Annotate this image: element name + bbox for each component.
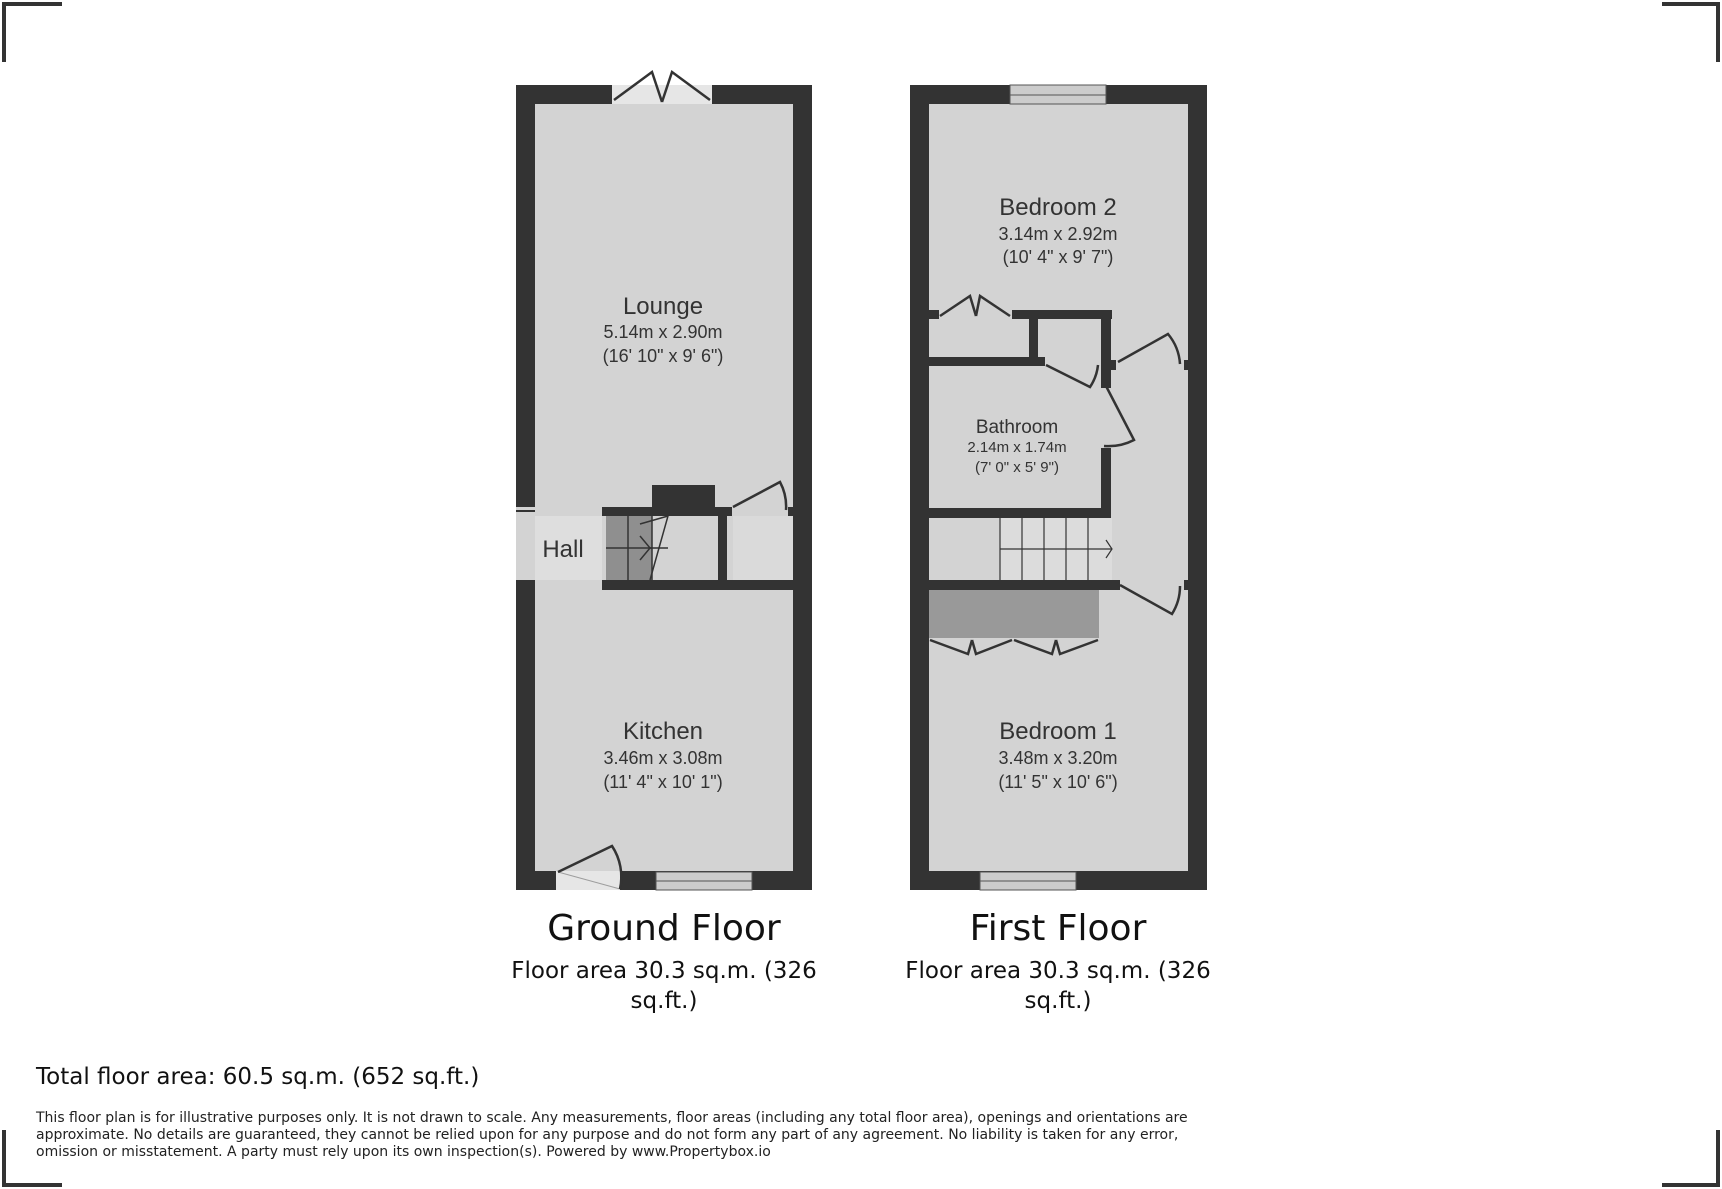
bedroom2-metric: 3.14m x 2.92m [998, 224, 1118, 244]
first-floor-area [878, 956, 1238, 1016]
kitchen-name: Kitchen [622, 718, 704, 745]
bedroom1-wardrobe [929, 590, 1099, 638]
lounge-metric: 5.14m x 2.90m [603, 322, 723, 342]
ground-floor-area-line2: sq.ft.) [630, 988, 698, 1014]
lounge-name: Lounge [622, 293, 704, 320]
kitchen-metric: 3.46m x 3.08m [603, 748, 723, 768]
total-floor-area: Total floor area: 60.5 sq.m. (652 sq.ft.) [36, 1064, 480, 1090]
hall-name: Hall [542, 536, 584, 563]
kitchen-imperial: (11' 4" x 10' 1") [603, 772, 723, 792]
bedroom1-metric: 3.48m x 3.20m [998, 748, 1118, 768]
first-floor-title: First Floor [969, 908, 1147, 949]
ground-floor-area-line1: Floor area 30.3 sq.m. (326 [511, 958, 817, 984]
lounge-imperial: (16' 10" x 9' 6") [602, 346, 724, 366]
bedroom2-name: Bedroom 2 [999, 194, 1117, 221]
ground-floor-plan [516, 72, 812, 890]
first-floor-area-line1: Floor area 30.3 sq.m. (326 [905, 958, 1211, 984]
ground-floor-area [484, 956, 844, 1016]
disclaimer-line: approximate. No details are guaranteed, they cannot be relied upon for any purpose and do not form any part of any agreement. No liability is taken for any error, [36, 1127, 1179, 1143]
disclaimer [36, 1110, 1226, 1161]
disclaimer-line: This floor plan is for illustrative purposes only. It is not drawn to scale. Any measurements, floor areas (including any total floor area), openings and orientations are [36, 1110, 1188, 1126]
ground-floor-title: Ground Floor [547, 908, 781, 949]
bathroom-name: Bathroom [975, 417, 1059, 438]
bedroom1-imperial: (11' 5" x 10' 6") [998, 772, 1118, 792]
bedroom1-name: Bedroom 1 [999, 718, 1117, 745]
first-floor-area-line2: sq.ft.) [1024, 988, 1092, 1014]
disclaimer-line: omission or misstatement. A party must rely upon its own inspection(s). Powered by www.Propertybox.io [36, 1144, 771, 1160]
bathroom-metric: 2.14m x 1.74m [967, 439, 1067, 456]
bedroom2-imperial: (10' 4" x 9' 7") [1002, 247, 1114, 267]
first-floor-plan [910, 85, 1207, 890]
crop-marks [4, 4, 1718, 1185]
bathroom-imperial: (7' 0" x 5' 9") [975, 459, 1059, 476]
